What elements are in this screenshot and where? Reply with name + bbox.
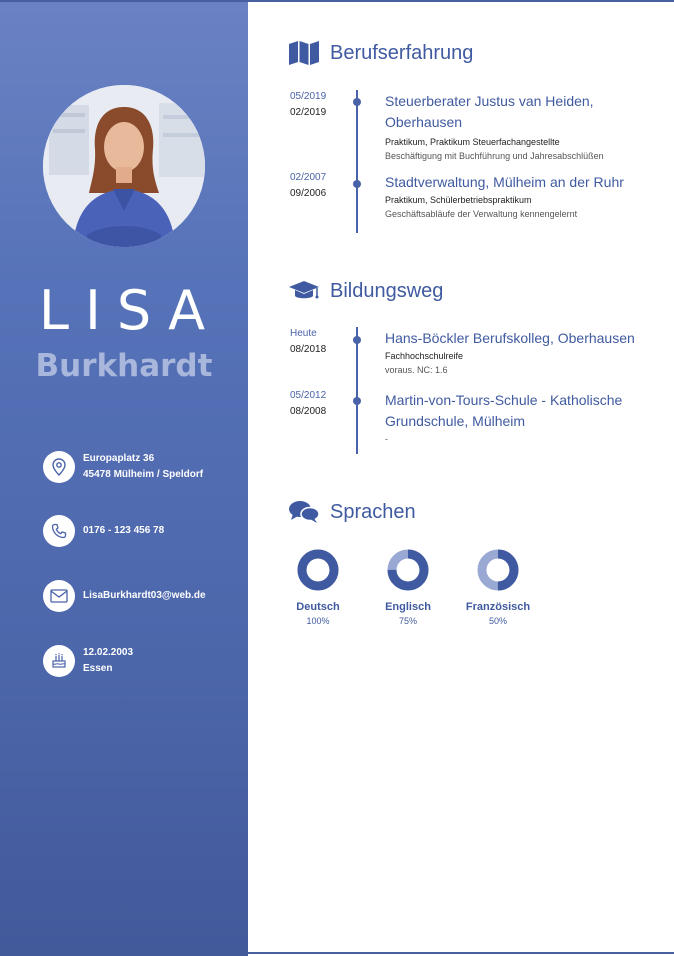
- education-entry: [290, 328, 670, 378]
- language-percent: 50%: [488, 616, 507, 626]
- entry-subtitle: Praktikum, Praktikum Steuerfachangestellte: [385, 137, 560, 147]
- experience-title: Berufserfahrung: [330, 41, 474, 64]
- entry-date-from: 09/2006: [290, 188, 327, 199]
- sidebar: [0, 2, 248, 956]
- birth-date: 12.02.2003: [83, 647, 134, 658]
- last-name: Burkhardt: [35, 348, 213, 384]
- language-level-arc: [302, 554, 334, 586]
- birth-place: Essen: [83, 663, 113, 674]
- entry-date-to: 02/2007: [290, 172, 327, 183]
- contact-birth: [43, 645, 133, 677]
- contact-address: [43, 451, 203, 483]
- contact-phone: [43, 515, 164, 547]
- language-percent: 100%: [306, 616, 330, 626]
- entry-title: Steuerberater Justus van Heiden, Oberhausen: [385, 93, 594, 130]
- entry-date-from: 02/2019: [290, 107, 327, 118]
- phone-number[interactable]: 0176 - 123 456 78: [83, 525, 165, 536]
- language-item: [273, 548, 363, 626]
- entry-date-to: 05/2019: [290, 91, 327, 102]
- entry-title: Hans-Böckler Berufskolleg, Oberhausen: [385, 330, 635, 346]
- contact-email: [43, 580, 206, 612]
- language-item: [453, 548, 543, 626]
- language-level-ring: [476, 548, 520, 592]
- birthday-cake-icon: [43, 645, 75, 677]
- entry-note: Geschäftsabläufe der Verwaltung kennengelernt: [385, 209, 578, 219]
- language-name: Deutsch: [296, 601, 340, 613]
- education-entry: [290, 390, 670, 450]
- address-line2: 45478 Mülheim / Speldorf: [83, 469, 204, 480]
- entry-date-to: 05/2012: [290, 390, 327, 401]
- entry-title: Martin-von-Tours-Schule - Katholische Grundschule, Mülheim: [385, 392, 623, 429]
- entry-date-from: 08/2008: [290, 406, 327, 417]
- phone-icon: [43, 515, 75, 547]
- entry-date-to: Heute: [290, 328, 317, 339]
- main-content: [248, 2, 674, 956]
- entry-subtitle: Praktikum, Schülerbetriebspraktikum: [385, 195, 532, 205]
- experience-entry: [290, 91, 670, 161]
- entry-date-from: 08/2018: [290, 344, 327, 355]
- language-percent: 75%: [398, 616, 417, 626]
- experience-entry: [290, 172, 670, 232]
- language-level-ring: [296, 548, 340, 592]
- entry-note: Beschäftigung mit Buchführung und Jahresabschlüßen: [385, 151, 604, 161]
- entry-note: voraus. NC: 1.6: [385, 365, 448, 375]
- map-icon: [288, 39, 322, 67]
- first-name: LISA: [38, 279, 222, 342]
- entry-title: Stadtverwaltung, Mülheim an der Ruhr: [385, 174, 624, 190]
- language-name: Englisch: [385, 601, 431, 613]
- location-pin-icon: [43, 451, 75, 483]
- email-address[interactable]: LisaBurkhardt03@web.de: [83, 590, 206, 601]
- profile-photo: [43, 85, 205, 247]
- entry-subtitle: Fachhochschulreife: [385, 351, 464, 361]
- language-level-ring: [386, 548, 430, 592]
- address-line1: Europaplatz 36: [83, 453, 155, 464]
- languages-title: Sprachen: [330, 500, 416, 523]
- speech-bubbles-icon: [288, 498, 322, 526]
- entry-note: -: [385, 434, 388, 444]
- graduation-cap-icon: [288, 277, 322, 305]
- experience-heading: [288, 39, 473, 67]
- education-heading: [288, 277, 443, 305]
- language-item: [363, 548, 453, 626]
- envelope-icon: [43, 580, 75, 612]
- education-title: Bildungsweg: [330, 279, 444, 302]
- languages-heading: [288, 498, 416, 526]
- language-name: Französisch: [465, 601, 531, 613]
